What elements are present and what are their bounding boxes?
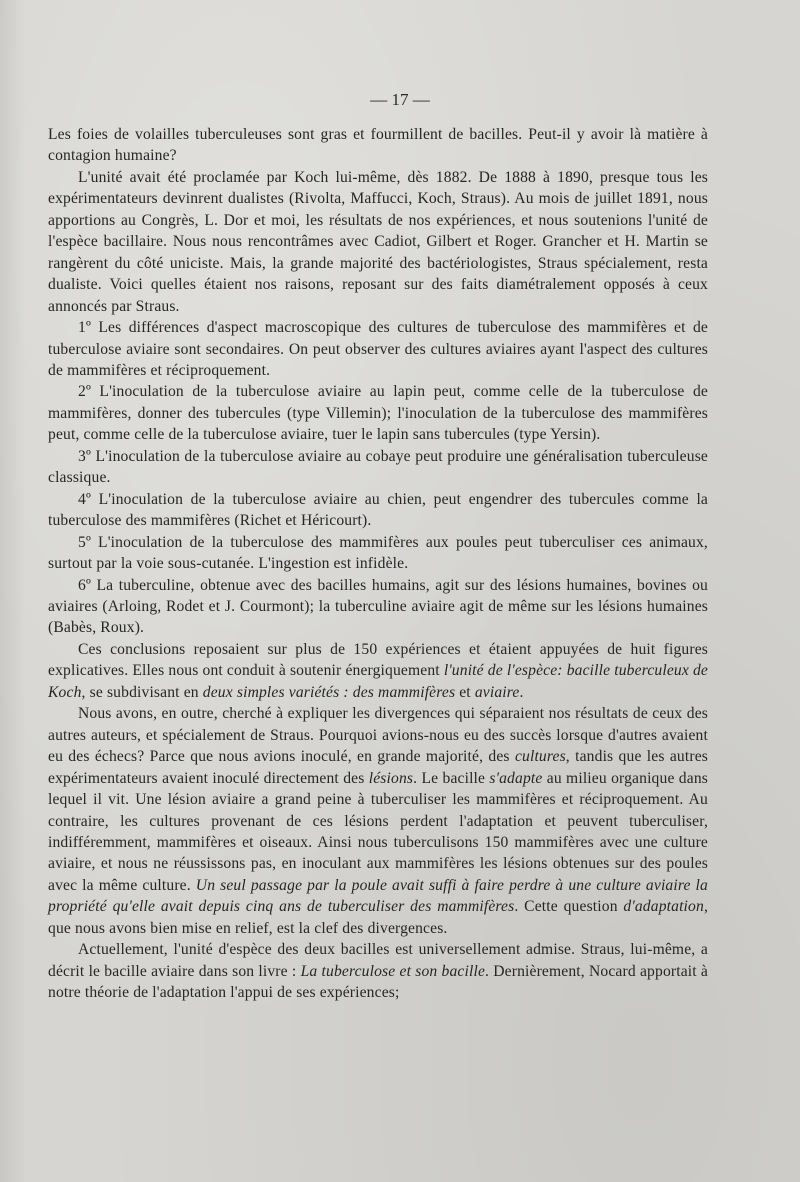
paragraph-4: 2º L'inoculation de la tuberculose aviaire au lapin peut, comme celle de la tuberculose de mammifères, donner des tubercules (type Villemin); l'inoculation de la tuberculose des mammifères peut, comme celle de la tuberculose aviaire, tuer le lapin sans tubercules (type Yersin). [48,383,708,444]
paragraph-9-emphasis: deux simples variétés : des mammifères [202,683,456,701]
paragraph-3: 1º Les différences d'aspect macroscopique des cultures de tuberculose des mammifères et de tuberculose aviaire sont secondaires. On peut observer des cultures aviaires ayant l'aspect des cultures de mammifères et réciproquement. [48,319,708,379]
paragraph-10-emphasis: Un seul passage par la poule avait suffi à faire perdre à une culture aviaire la propriété qu'elle avait depuis cinq ans de tuberculiser des mammifères [48,876,708,916]
paragraph-1: Les foies de volailles tuberculeuses sont gras et fourmillent de bacilles. Peut-il y avoir là matière à contagion humaine? [48,126,708,165]
page-number: — 17 — [370,90,430,109]
body-text [48,124,708,1004]
page-edge-shadow [0,0,26,1182]
paragraph-10-emphasis: s'adapte [489,769,543,787]
paragraph-9-emphasis: l'unité de l'espèce: bacille tuberculeux de Koch [48,662,709,701]
paragraph-9-emphasis: aviaire [474,683,520,701]
paragraph-9-part: Ces conclusions reposaient sur plus de 150 expériences et étaient appuyées de huit figures explicatives. Elles nous ont conduit à soutenir énergiquement [48,640,708,680]
paragraph-10-part: Nous avons, en outre, cherché à expliquer les divergences qui séparaient nos résultats de ceux des autres auteurs, et spécialement de Straus. Pourquoi avions-nous eu des succès lorsque d'autres avaient eu des échecs? Parce que nous avions inoculé, en grande majorité, des [48,705,708,766]
paragraph-10-emphasis: cultures [514,748,566,766]
paragraph-10-emphasis: lésions [368,769,414,787]
paragraph-10 [48,703,708,939]
paragraph-11-part: . Dernièrement, Nocard apportait à notre théorie de l'adaptation l'appui de ses expériences; [48,962,708,1002]
paragraph-10-part: . Le bacille [413,769,490,787]
paragraph-9-part: . [519,683,524,701]
paragraph-7: 5º L'inoculation de la tuberculose des mammifères aux poules peut tuberculiser ces animaux, surtout par la voie sous-cutanée. L'ingestion est infidèle. [48,533,708,573]
paragraph-11 [48,939,708,1003]
paragraph-10-emphasis: d'adaptation [623,898,704,916]
paragraph-5: 3º L'inoculation de la tuberculose aviaire au cobaye peut produire une généralisation tuberculeuse classique. [48,447,708,487]
paragraph-6: 4º L'inoculation de la tuberculose aviaire au chien, peut engendrer des tubercules comme la tuberculose des mammifères (Richet et Héricourt). [48,490,708,530]
paragraph-9-part: et [455,683,475,701]
paragraph-11-part: Actuellement, l'unité d'espèce des deux bacilles est universellement admise. Straus, lui-même, a décrit le bacille aviaire dans son livre : [48,941,708,980]
paragraph-10-part: . Cette question [514,898,624,916]
paragraph-8: 6º La tuberculine, obtenue avec des bacilles humains, agit sur des lésions humaines, bovines ou aviaires (Arloing, Rodet et J. Courmont); la tuberculine aviaire agit de même sur les lésions humaines (Babès, Roux). [48,576,708,637]
paragraph-2: L'unité avait été proclamée par Koch lui-même, dès 1882. De 1888 à 1890, presque tous les expérimentateurs devinrent dualistes (Rivolta, Maffucci, Koch, Straus). Au mois de juillet 1891, nous apportions au Congrès, L. Dor et moi, les résultats de nos expériences, et nous soutenions l'unité de l'espèce bacillaire. Nous nous rencontrâmes avec Cadiot, Gilbert et Roger. Grancher et H. Martin se rangèrent du côté uniciste. Mais, la grande majorité des bactériologistes, Straus spécialement, resta dualiste. Voici quelles étaient nos raisons, reposant sur des faits diamétralement opposés à ceux annoncés par Straus. [48,168,708,315]
paragraph-9 [48,639,708,703]
paragraph-10-part: au milieu organique dans lequel il vit. Une lésion aviaire a grand peine à tuberculiser les mammifères et réciproquement. Au contraire, les cultures provenant de ces lésions perdent l'adaptation et peuvent tuberculiser, indifféremment, mammifères et oiseaux. Ainsi nous tuberculisons 150 mammifères avec une culture aviaire, et nous ne réussissons pas, en inoculant aux mammifères les lésions obtenues sur des poules avec la même culture. [48,769,708,894]
paragraph-11-emphasis: La tuberculose et son bacille [300,962,486,980]
paragraph-10-part: , que nous avons bien mise en relief, est la clef des divergences. [48,898,708,937]
paragraph-10-part: , tandis que les autres expérimentateurs avaient inoculé directement des [48,748,708,787]
paragraph-9-part: , se subdivisant en [81,683,203,701]
